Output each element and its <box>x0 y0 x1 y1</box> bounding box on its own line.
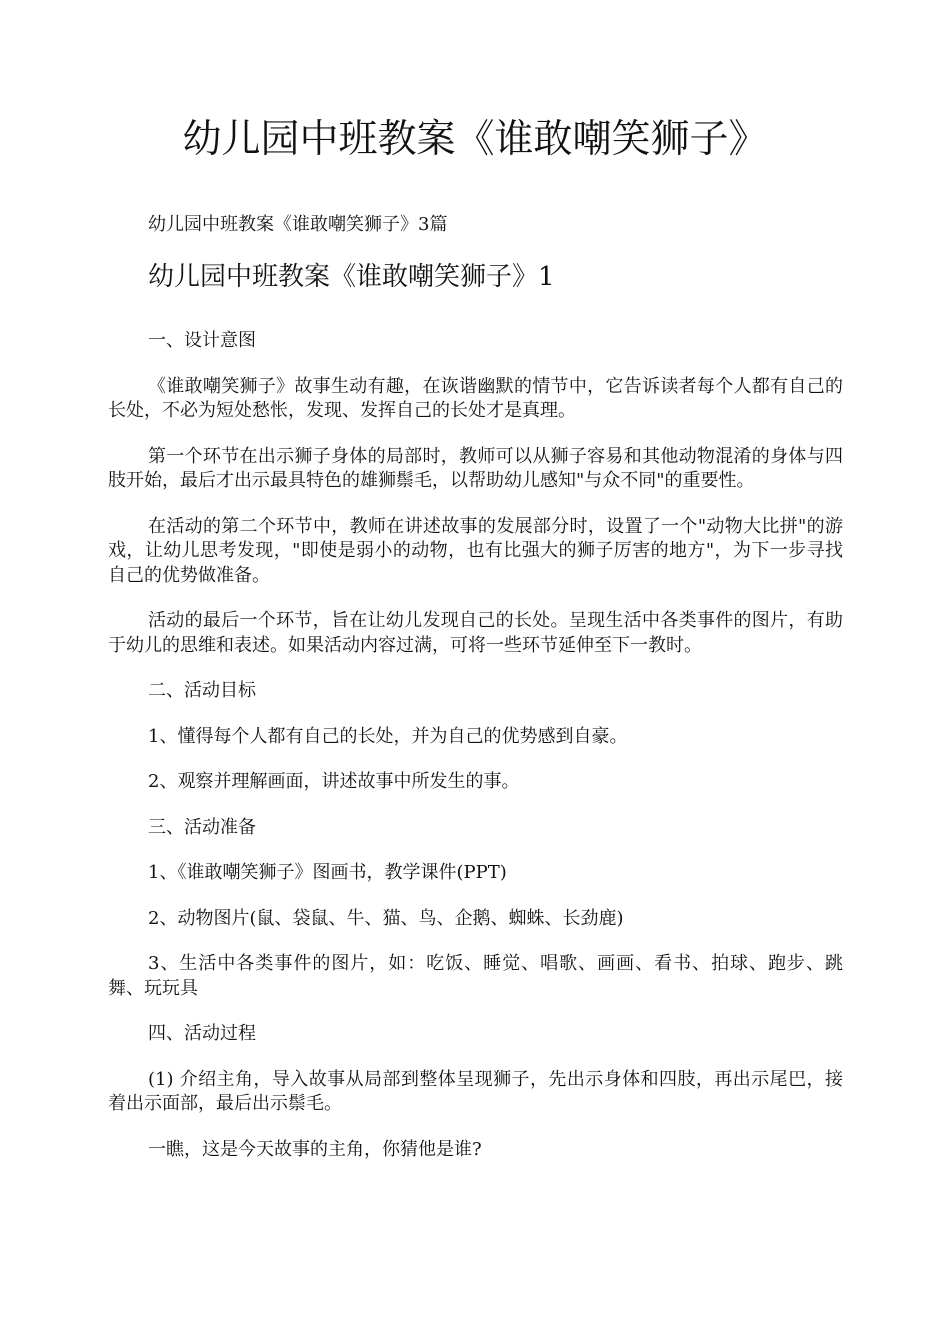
list-item: 1、懂得每个人都有自己的长处，并为自己的优势感到自豪。 <box>148 725 628 747</box>
section-heading-preparation: 三、活动准备 <box>148 816 256 838</box>
part-heading: 幼儿园中班教案《谁敢嘲笑狮子》1 <box>148 262 555 292</box>
paragraph: 活动的最后一个环节，旨在让幼儿发现自己的长处。呈现生活中各类事件的图片，有助于幼儿的思维和表述。如果活动内容过满，可将一些环节延伸至下一教时。 <box>108 610 843 656</box>
paragraph: 《谁敢嘲笑狮子》故事生动有趣，在诙谐幽默的情节中，它告诉读者每个人都有自己的长处，不必为短处愁怅，发现、发挥自己的长处才是真理。 <box>108 375 843 421</box>
list-item: 3、生活中各类事件的图片，如：吃饭、睡觉、唱歌、画画、看书、拍球、跑步、跳舞、玩玩具 <box>108 953 843 999</box>
document-body <box>108 210 843 1183</box>
list-item: 2、观察并理解画面，讲述故事中所发生的事。 <box>148 771 520 792</box>
section-heading-process: 四、活动过程 <box>148 1023 256 1044</box>
paragraph: 第一个环节在出示狮子身体的局部时，教师可以从狮子容易和其他动物混淆的身体与四肢开始，最后才出示最具特色的雄狮鬃毛，以帮助幼儿感知"与众不同"的重要性。 <box>108 445 843 491</box>
list-item: 2、动物图片(鼠、袋鼠、牛、猫、鸟、企鹅、蜘蛛、长劲鹿) <box>148 907 624 929</box>
document-title: 幼儿园中班教案《谁敢嘲笑狮子》 <box>182 117 768 162</box>
section-heading-goals: 二、活动目标 <box>148 680 256 701</box>
document-subtitle: 幼儿园中班教案《谁敢嘲笑狮子》3篇 <box>148 214 448 235</box>
section-heading-design-intent: 一、设计意图 <box>148 330 256 351</box>
paragraph: 在活动的第二个环节中，教师在讲述故事的发展部分时，设置了一个"动物大比拼"的游戏，让幼儿思考发现，"即使是弱小的动物，也有比强大的狮子厉害的地方"，为下一步寻找自己的优势做准备。 <box>108 515 843 586</box>
paragraph: (1) 介绍主角，导入故事从局部到整体呈现狮子，先出示身体和四肢，再出示尾巴，接着出示面部，最后出示鬃毛。 <box>108 1068 843 1114</box>
list-item: 1、《谁敢嘲笑狮子》图画书，教学课件(PPT) <box>148 862 507 883</box>
paragraph: 一瞧，这是今天故事的主角，你猜他是谁? <box>148 1138 482 1160</box>
